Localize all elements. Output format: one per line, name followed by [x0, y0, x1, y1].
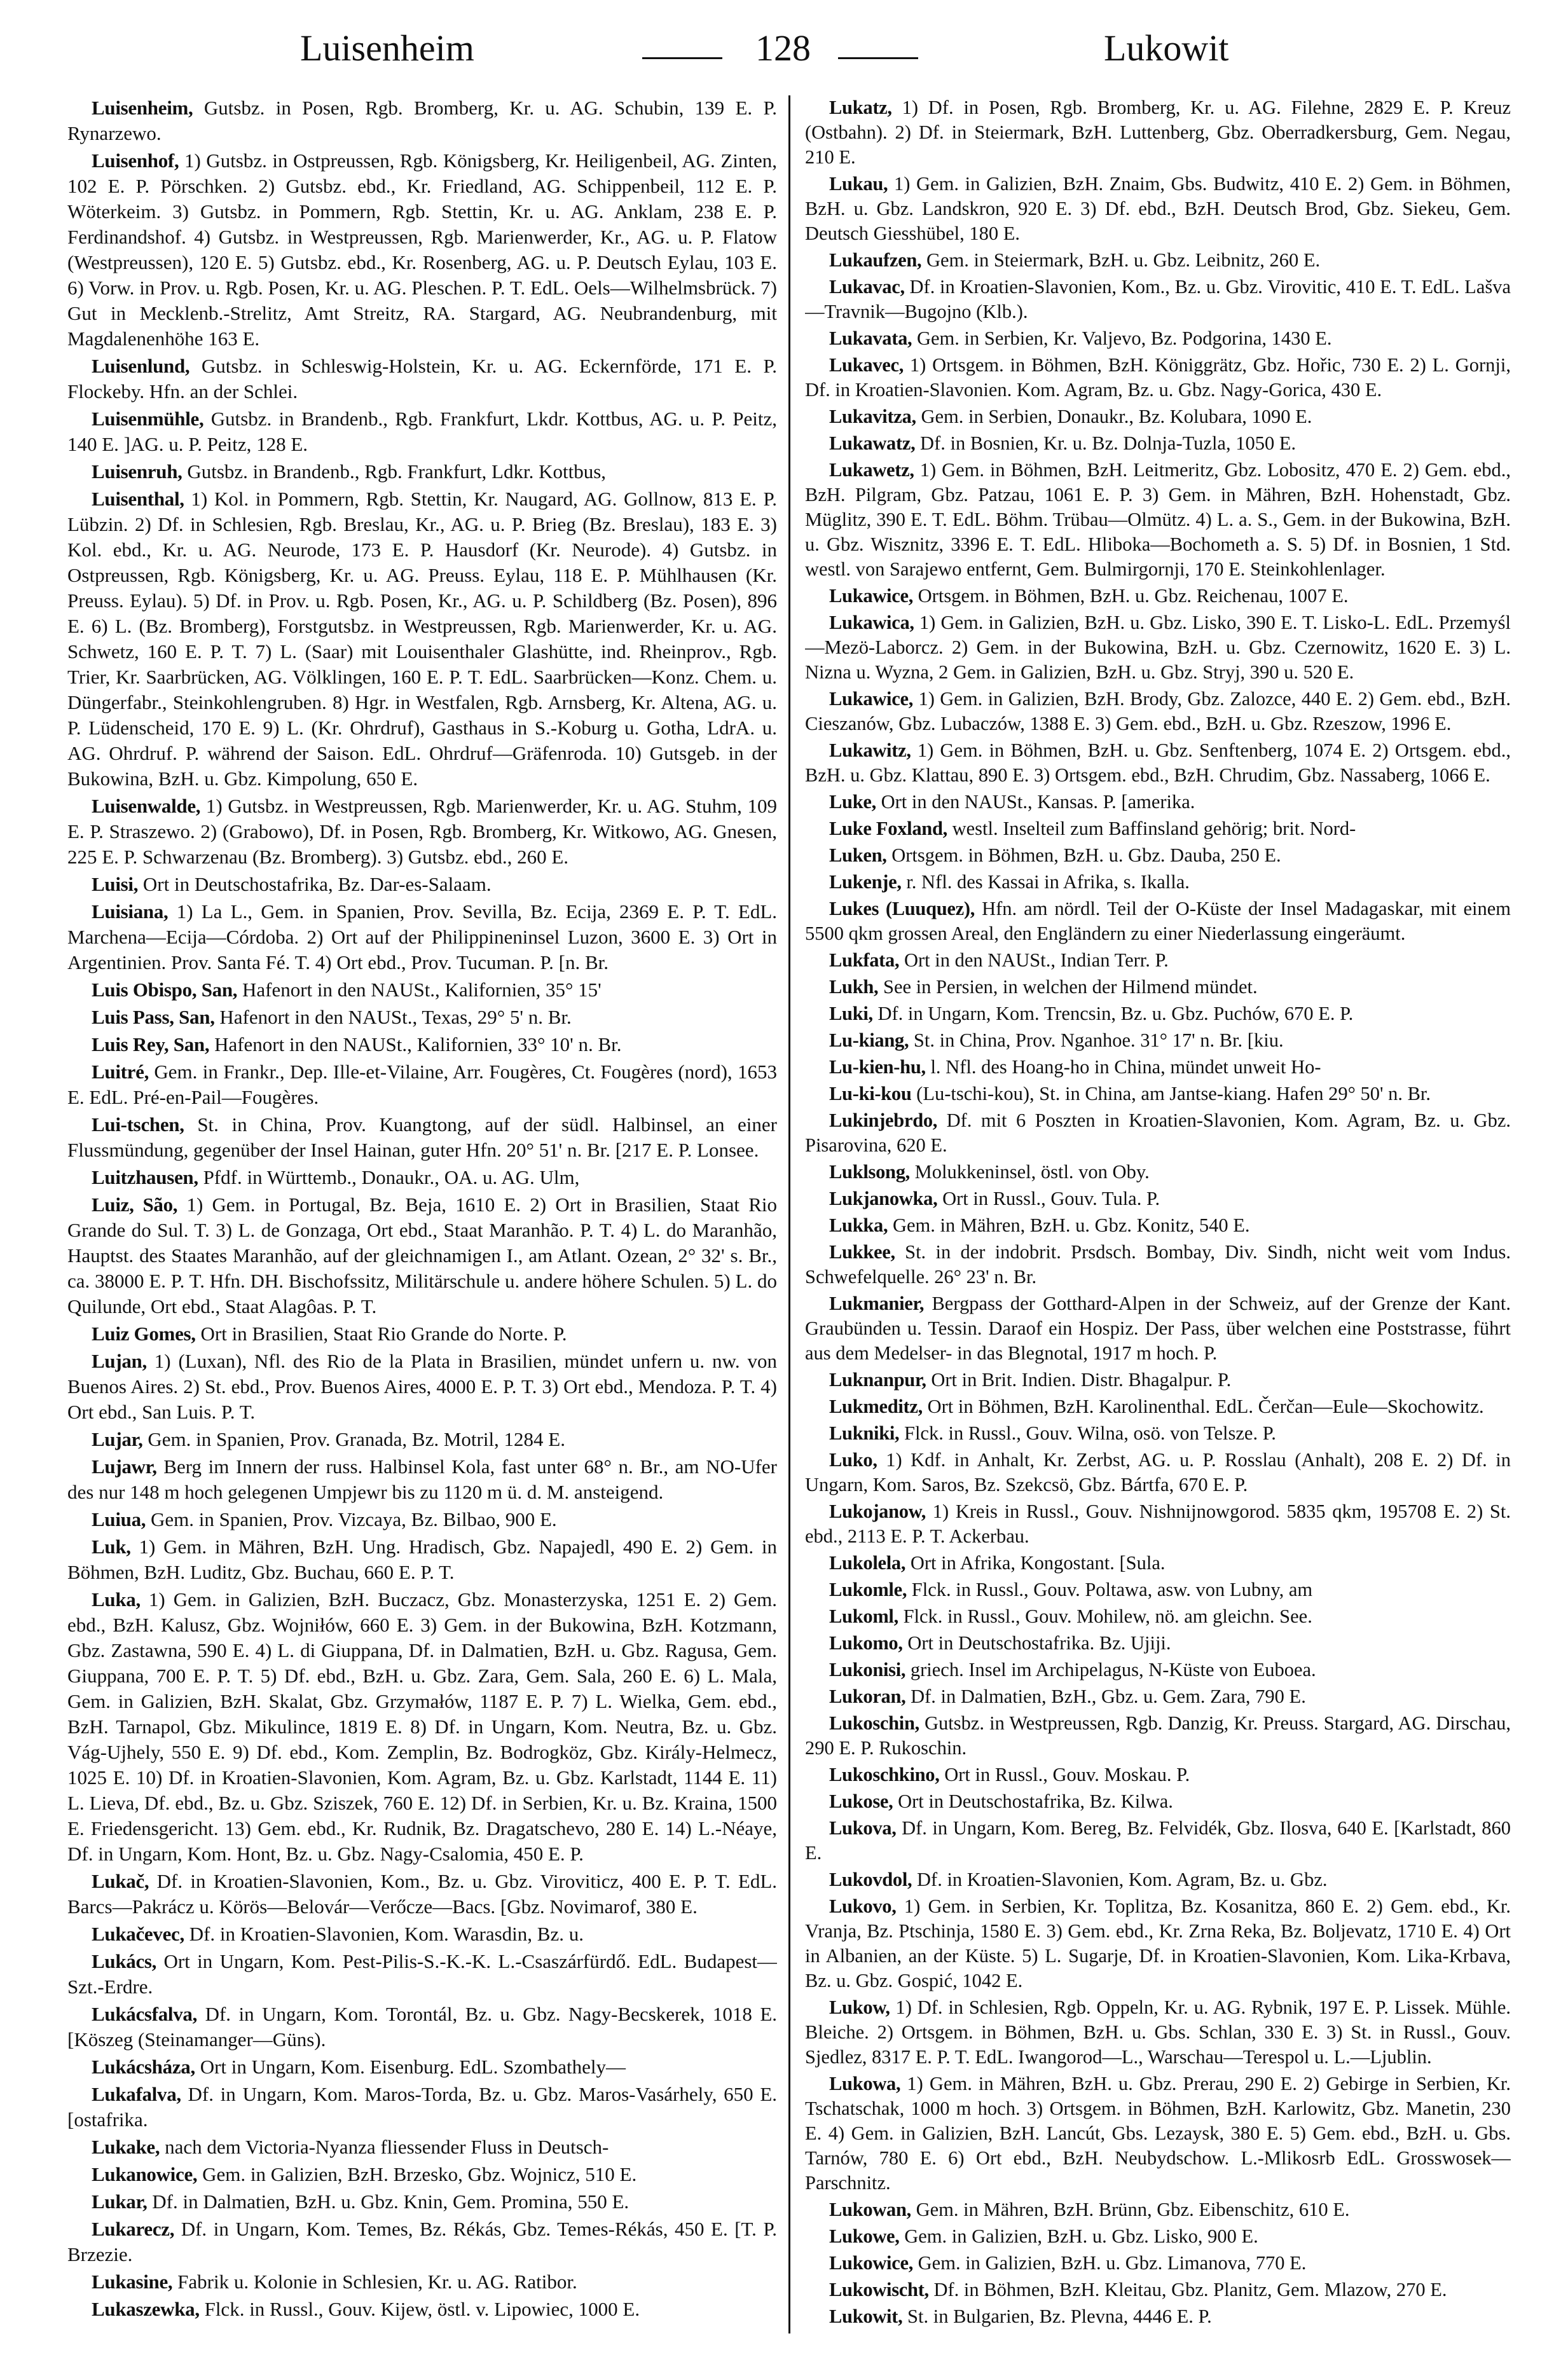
- entry-headword: Lukes (Luuquez),: [829, 898, 975, 919]
- gazetteer-entry: [67, 486, 777, 792]
- entry-headword: Lukarecz,: [92, 2218, 175, 2240]
- entry-headword: Lukar,: [92, 2190, 148, 2213]
- entry-text: Ort in Brasilien, Staat Rio Grande do Norte. P.: [200, 1323, 567, 1345]
- gazetteer-entry: [67, 148, 777, 352]
- entry-text: St. in China, Prov. Nganhoe. 31° 17' n. Br. [kiu.: [913, 1029, 1284, 1051]
- entry-text: Gutsbz. in Brandenb., Rgb. Frankfurt, Lkdr. Kottbus, AG. u. P. Peitz, 140 E. ]AG. u. P. Peitz, 128 E.: [67, 408, 777, 455]
- gazetteer-entry: [805, 1160, 1511, 1185]
- entry-text: Gem. in Serbien, Donaukr., Bz. Kolubara, 1090 E.: [921, 406, 1312, 427]
- entry-headword: Lukoml,: [829, 1605, 898, 1627]
- gazetteer-entry: [805, 1551, 1511, 1576]
- entry-text: 1) Gem. in Portugal, Bz. Beja, 1610 E. 2) Ort in Brasilien, Staat Rio Grande do Sul. T. 3) L. de Gonzaga, Ort ebd., Staat Maranhão. P. T. 4) L. do Maranhão, Hauptst. des Staates Maranhão, auf der gleichnamigen I., am Atlant. Ozean, 2° 32' s. Br., ca. 38000 E. P. T. Hfn. DH. Bischofssitz, Militärschule u. andere höhere Schulen. 5) L. do Quilunde, Ort ebd., Staat Alagôas. P. T.: [67, 1193, 777, 1317]
- entry-text: See in Persien, in welchen der Hilmend mündet.: [883, 976, 1258, 998]
- left-column: [67, 95, 777, 2359]
- entry-headword: Luisenruh,: [92, 460, 182, 483]
- entry-headword: Lukmanier,: [829, 1293, 925, 1314]
- gazetteer-entry: [805, 1684, 1511, 1709]
- gazetteer-entry: [805, 790, 1511, 814]
- gazetteer-entry: [805, 897, 1511, 946]
- entry-headword: Luke,: [829, 791, 876, 813]
- entry-headword: Lukose,: [829, 1790, 893, 1812]
- entry-headword: Lukawice,: [829, 688, 914, 710]
- entry-text: Df. in Böhmen, BzH. Kleitau, Gbz. Planitz, Gem. Mlazow, 270 E.: [933, 2279, 1447, 2300]
- entry-text: westl. Inselteil zum Baffinsland gehörig; brit. Nord-: [952, 818, 1356, 839]
- entry-text: r. Nfl. des Kassai in Afrika, s. Ikalla.: [906, 871, 1190, 893]
- gazetteer-entry: [67, 2134, 777, 2160]
- entry-headword: Lukomle,: [829, 1579, 907, 1600]
- gazetteer-entry: [67, 1321, 777, 1347]
- entry-text: Gem. in Galizien, BzH. u. Gbz. Limanova, 770 E.: [918, 2252, 1307, 2274]
- entry-text: 1) Gem. in Galizien, BzH. u. Gbz. Lisko, 390 E. T. Lisko-L. EdL. Przemyśl—Mezö-Laborcz. 2) Gem. in der Bukowina, BzH. u. Gbz. Czernowitz, 1620 E. 3) L. Nizna u. Wyzna, 2 Gem. in Galizien, BzH. u. Gbz. Stryj, 390 u. 520 E.: [805, 612, 1511, 683]
- entry-headword: Lukaufzen,: [829, 249, 922, 271]
- entry-text: Df. in Ungarn, Kom. Temes, Bz. Rékás, Gbz. Temes-Rékás, 450 E. [T. P. Brzezie.: [67, 2218, 777, 2265]
- entry-headword: Lukjanowka,: [829, 1188, 938, 1209]
- entry-headword: Lukkee,: [829, 1241, 895, 1263]
- gazetteer-entry: [805, 843, 1511, 868]
- entry-headword: Luko,: [829, 1449, 877, 1471]
- gazetteer-entry: [67, 1192, 777, 1319]
- gazetteer-entry: [805, 2224, 1511, 2249]
- gazetteer-entry: [805, 2304, 1511, 2329]
- gazetteer-entry: [805, 610, 1511, 685]
- entry-headword: Lukomo,: [829, 1632, 903, 1654]
- entry-headword: Lukawica,: [829, 612, 914, 633]
- entry-text: 1) Gutsbz. in Westpreussen, Rgb. Marienwerder, Kr. u. AG. Stuhm, 109 E. P. Straszewo. 2) (Grabowo), Df. in Posen, Rgb. Bromberg, Kr. Witkowo, AG. Gnesen, 225 E. P. Schwarzenau (Bz. Bromberg). 3) Gutsbz. ebd., 260 E.: [67, 795, 777, 868]
- gazetteer-entry: [805, 1186, 1511, 1211]
- entry-text: Hafenort in den NAUSt., Texas, 29° 5' n. Br.: [219, 1006, 572, 1028]
- gazetteer-entry: [805, 1028, 1511, 1053]
- entry-text: 1) (Luxan), Nfl. des Rio de la Plata in Brasilien, mündet unfern u. nw. von Buenos Aires. 2) St. ebd., Prov. Buenos Aires, 4000 E. P. T. 3) Ort ebd., Mendoza. P. T. 4) Ort ebd., San Luis. P. T.: [67, 1350, 777, 1423]
- entry-headword: Lukavec,: [829, 354, 904, 376]
- entry-text: Ort in Afrika, Kongostant. [Sula.: [910, 1552, 1166, 1574]
- entry-text: Hafenort in den NAUSt., Kalifornien, 33° 10' n. Br.: [214, 1033, 622, 1055]
- gazetteer-entry: [805, 687, 1511, 736]
- entry-text: Bergpass der Gotthard-Alpen in der Schweiz, auf der Grenze der Kant. Graubünden u. Tessin. Daraof ein Hospiz. Der Pass, über welchen eine Poststrasse, führt aus dem Medelser- in das Blegnotal, 1917 m hoch. P.: [805, 1293, 1511, 1364]
- entry-headword: Luisi,: [92, 873, 139, 895]
- entry-text: Gem. in Galizien, BzH. u. Gbz. Lisko, 900 E.: [904, 2225, 1258, 2247]
- entry-headword: Luisenwalde,: [92, 795, 201, 817]
- entry-text: griech. Insel im Archipelagus, N-Küste von Euboea.: [910, 1659, 1316, 1680]
- entry-headword: Lukaszewka,: [92, 2298, 200, 2320]
- entry-headword: Luki,: [829, 1003, 873, 1024]
- entry-headword: Lukh,: [829, 976, 879, 998]
- entry-text: Gutsbz. in Brandenb., Rgb. Frankfurt, Ldkr. Kottbus,: [187, 460, 607, 483]
- entry-text: Df. in Kroatien-Slavonien, Kom., Bz. u. Gbz. Viroviticz, 400 E. P. T. EdL. Barcs—Pakrácz u. Körös—Belovár—Verőcze—Bacs. [Gbz. Novimarof, 380 E.: [67, 1870, 777, 1918]
- entry-text: Df. in Kroatien-Slavonien, Kom. Agram, Bz. u. Gbz.: [917, 1869, 1328, 1890]
- entry-headword: Luisenheim,: [92, 97, 193, 119]
- gazetteer-entry: [805, 248, 1511, 273]
- entry-text: Ort in Russl., Gouv. Tula. P.: [942, 1188, 1160, 1209]
- gazetteer-entry: [805, 1448, 1511, 1497]
- entry-headword: Lui-tschen,: [92, 1113, 184, 1136]
- gazetteer-entry: [805, 1108, 1511, 1158]
- right-column: [805, 95, 1511, 2359]
- entry-text: (Lu-tschi-kou), St. in China, am Jantse-kiang. Hafen 29° 50' n. Br.: [916, 1083, 1431, 1104]
- gazetteer-entry: [805, 1816, 1511, 1866]
- gazetteer-entry: [67, 899, 777, 975]
- entry-text: Berg im Innern der russ. Halbinsel Kola, fast unter 68° n. Br., am NO-Ufer des nur 148 m hoch gelegenen Umpjewr bis zu 1120 m ü. d. M. ansteigend.: [67, 1455, 777, 1503]
- entry-text: 1) Gem. in Mähren, BzH. Ung. Hradisch, Gbz. Napajedl, 490 E. 2) Gem. in Böhmen, BzH. Luditz, Gbz. Buchau, 660 E. P. T.: [67, 1536, 777, 1583]
- entry-headword: Lukenje,: [829, 871, 902, 893]
- entry-headword: Lukmeditz,: [829, 1396, 923, 1417]
- entry-headword: Lukavitza,: [829, 406, 916, 427]
- gazetteer-entry: [805, 1240, 1511, 1289]
- entry-headword: Luke Foxland,: [829, 818, 947, 839]
- gazetteer-entry: [67, 2082, 777, 2133]
- entry-text: Molukkeninsel, östl. von Oby.: [914, 1161, 1150, 1183]
- entry-headword: Lukonisi,: [829, 1659, 906, 1680]
- gazetteer-entry: [805, 95, 1511, 170]
- entry-headword: Lukowe,: [829, 2225, 900, 2247]
- entry-headword: Lukácsháza,: [92, 2056, 195, 2078]
- gazetteer-entry: [805, 1789, 1511, 1814]
- entry-headword: Lukoschin,: [829, 1712, 919, 1734]
- entry-headword: Lukawitz,: [829, 739, 911, 761]
- entry-headword: Luknanpur,: [829, 1369, 926, 1391]
- gazetteer-entry: [805, 1604, 1511, 1629]
- gazetteer-entry: [67, 2054, 777, 2080]
- gazetteer-entry: [805, 1867, 1511, 1892]
- entry-text: Ortsgem. in Böhmen, BzH. u. Gbz. Reichenau, 1007 E.: [918, 585, 1349, 607]
- entry-headword: Luisenhof,: [92, 149, 179, 172]
- gazetteer-entry: [67, 1921, 777, 1947]
- entry-headword: Lukafalva,: [92, 2083, 181, 2105]
- entry-headword: Lukavata,: [829, 327, 912, 349]
- entry-text: St. in Bulgarien, Bz. Plevna, 4446 E. P.: [907, 2306, 1212, 2327]
- entry-headword: Lukow,: [829, 1996, 890, 2018]
- entry-headword: Lukolela,: [829, 1552, 906, 1574]
- gazetteer-entry: [805, 458, 1511, 582]
- gazetteer-entry: [67, 459, 777, 485]
- entry-text: Ort in Deutschostafrika, Bz. Kilwa.: [898, 1790, 1173, 1812]
- entry-headword: Lukova,: [829, 1817, 897, 1839]
- entry-text: Ort in Ungarn, Kom. Eisenburg. EdL. Szombathely—: [200, 2056, 626, 2078]
- entry-text: Flck. in Russl., Gouv. Mohilew, nö. am gleichn. See.: [903, 1605, 1312, 1627]
- entry-headword: Luisenmühle,: [92, 408, 204, 430]
- entry-headword: Luis Obispo, San,: [92, 979, 238, 1001]
- header-dash-left: [642, 57, 722, 59]
- gazetteer-entry: [805, 353, 1511, 402]
- entry-headword: Lukka,: [829, 1214, 888, 1236]
- gazetteer-entry: [805, 172, 1511, 246]
- gazetteer-entry: [805, 1291, 1511, 1366]
- gazetteer-entry: [805, 1213, 1511, 1238]
- gazetteer-entry: [805, 431, 1511, 456]
- header-dash-right: [838, 57, 918, 59]
- entry-text: 1) Gem. in Galizien, BzH. Brody, Gbz. Zalozce, 440 E. 2) Gem. ebd., BzH. Cieszanów, Gbz. Lubaczów, 1388 E. 3) Gem. ebd., BzH. u. Gbz. Rzeszow, 1996 E.: [805, 688, 1511, 734]
- gazetteer-entry: [67, 1165, 777, 1190]
- entry-text: Df. in Kroatien-Slavonien, Kom. Warasdin, Bz. u.: [189, 1923, 584, 1945]
- entry-headword: Luisenthal,: [92, 488, 184, 510]
- entry-text: St. in der indobrit. Prsdsch. Bombay, Div. Sindh, nicht weit vom Indus. Schwefelquelle. 26° 23' n. Br.: [805, 1241, 1511, 1288]
- gazetteer-entry: [67, 1005, 777, 1030]
- entry-headword: Luk,: [92, 1536, 131, 1558]
- entry-text: Ort in den NAUSt., Indian Terr. P.: [904, 949, 1169, 971]
- entry-headword: Lukoschkino,: [829, 1764, 940, 1785]
- gazetteer-entry: [805, 738, 1511, 788]
- entry-text: Fabrik u. Kolonie in Schlesien, Kr. u. AG. Ratibor.: [177, 2271, 577, 2293]
- entry-headword: Luisenlund,: [92, 355, 190, 377]
- gazetteer-entry: [67, 2189, 777, 2215]
- gazetteer-entry: [67, 2002, 777, 2052]
- entry-text: Ort in Brit. Indien. Distr. Bhagalpur. P.: [931, 1369, 1232, 1391]
- gazetteer-entry: [805, 2278, 1511, 2302]
- entry-text: Flck. in Russl., Gouv. Poltawa, asw. von Lubny, am: [911, 1579, 1313, 1600]
- entry-headword: Lukawatz,: [829, 432, 916, 454]
- entry-text: Gem. in Serbien, Kr. Valjevo, Bz. Podgorina, 1430 E.: [916, 327, 1332, 349]
- gazetteer-entry: [67, 1032, 777, 1057]
- gazetteer-entry: [67, 1112, 777, 1163]
- entry-text: Gem. in Spanien, Prov. Vizcaya, Bz. Bilbao, 900 E.: [150, 1508, 557, 1530]
- entry-text: Df. in Ungarn, Kom. Trencsin, Bz. u. Gbz. Puchów, 670 E. P.: [877, 1003, 1354, 1024]
- gazetteer-entry: [805, 1421, 1511, 1446]
- entry-headword: Lu-kien-hu,: [829, 1056, 926, 1078]
- gazetteer-entry: [805, 2072, 1511, 2196]
- entry-headword: Lujar,: [92, 1428, 143, 1450]
- entry-text: Df. mit 6 Poszten in Kroatien-Slavonien, Kom. Agram, Bz. u. Gbz. Pisarovina, 620 E.: [805, 1110, 1511, 1156]
- gazetteer-entry: [67, 2297, 777, 2322]
- gazetteer-entry: [805, 1055, 1511, 1080]
- entry-text: 1) Gem. in Galizien, BzH. Buczacz, Gbz. Monasterzyska, 1251 E. 2) Gem. ebd., BzH. Kalusz, Gbz. Wojniłów, 660 E. 3) Gem. in der Bukowina, BzH. Kotzmann, Gbz. Zastawna, 590 E. 4) L. di Giuppana, Df. in Dalmatien, BzH. u. Gbz. Ragusa, Gem. Giuppana, 700 E. P. T. 5) Df. ebd., BzH. u. Gbz. Zara, Gem. Sala, 260 E. 6) L. Mala, Gem. in Galizien, BzH. Skalat, Gbz. Grzymałów, 1187 E. P. 7) L. Wielka, Gem. ebd., BzH. Tarnapol, Gbz. Mikulince, 1819 E. 8) Df. in Ungarn, Kom. Neutra, Bz. u. Gbz. Vág-Ujhely, 550 E. 9) Df. ebd., Kom. Zemplin, Bz. Bodrogköz, Gbz. Király-Helmecz, 1025 E. 10) Df. in Kroatien-Slavonien, Kom. Agram, Bz. u. Gbz. Karlstadt, 1144 E. 11) L. Lieva, Df. ebd., Bz. u. Gbz. Sziszek, 760 E. 12) Df. in Serbien, Kr. u. Bz. Kraina, 1500 E. Friedensgericht. 13) Gem. ebd., Kr. Rudnik, Bz. Dragatschevo, 280 E. 14) L.-Néaye, Df. in Ungarn, Kom. Hont, Bz. u. Gbz. Nagy-Csalomia, 450 E. P.: [67, 1588, 777, 1865]
- entry-headword: Lu-kiang,: [829, 1029, 909, 1051]
- entry-text: Ort in Ungarn, Kom. Pest-Pilis-S.-K.-K. L.-Csaszárfürdő. EdL. Budapest—Szt.-Erdre.: [67, 1950, 777, 1998]
- entry-headword: Lukács,: [92, 1950, 157, 1972]
- entry-headword: Lukačevec,: [92, 1923, 184, 1945]
- entry-headword: Luis Pass, San,: [92, 1006, 215, 1028]
- entry-headword: Lukanowice,: [92, 2163, 198, 2185]
- entry-headword: Luitré,: [92, 1061, 149, 1083]
- entry-headword: Luka,: [92, 1588, 141, 1611]
- entry-text: 1) Df. in Posen, Rgb. Bromberg, Kr. u. AG. Filehne, 2829 E. P. Kreuz (Ostbahn). 2) Df. in Steiermark, BzH. Luttenberg, Gbz. Oberradkersburg, Gem. Negau, 210 E.: [805, 97, 1511, 168]
- entry-text: Gutsbz. in Schleswig-Holstein, Kr. u. AG. Eckernförde, 171 E. P. Flockeby. Hfn. an der Schlei.: [67, 355, 777, 402]
- gazetteer-entry: [805, 1577, 1511, 1602]
- entry-headword: Lujan,: [92, 1350, 147, 1372]
- entry-text: Flck. in Russl., Gouv. Wilna, osö. von Telsze. P.: [904, 1422, 1276, 1444]
- entry-text: 1) Gem. in Serbien, Kr. Toplitza, Bz. Kosanitza, 860 E. 2) Gem. ebd., Kr. Vranja, Bz. Ptschinja, 1580 E. 3) Gem. ebd., Kr. Zrna Reka, Bz. Boljevatz, 1710 E. 4) Ort in Albanien, an der Küste. 5) L. Sugarje, Df. in Kroatien-Slavonien, Kom. Lika-Krbava, Bz. u. Gbz. Gospić, 1042 E.: [805, 1895, 1511, 1991]
- entry-headword: Lukojanow,: [829, 1501, 926, 1522]
- entry-headword: Lukake,: [92, 2136, 160, 2158]
- gazetteer-entry: [805, 1658, 1511, 1682]
- entry-text: Df. in Ungarn, Kom. Maros-Torda, Bz. u. Gbz. Maros-Vasárhely, 650 E. [ostafrika.: [67, 2083, 777, 2131]
- entry-headword: Luis Rey, San,: [92, 1033, 210, 1055]
- gazetteer-entry: [805, 870, 1511, 895]
- entry-text: 1) Kdf. in Anhalt, Kr. Zerbst, AG. u. P. Rosslau (Anhalt), 208 E. 2) Df. in Ungarn, Kom. Saros, Bz. Szekcsö, Gbz. Bártfa, 670 E. P.: [805, 1449, 1511, 1495]
- entry-headword: Lukowit,: [829, 2306, 903, 2327]
- entry-text: Gem. in Mähren, BzH. Brünn, Gbz. Eibenschitz, 610 E.: [916, 2199, 1350, 2220]
- entry-headword: Luitzhausen,: [92, 1166, 198, 1188]
- entry-headword: Lukowa,: [829, 2073, 901, 2094]
- gazetteer-entry: [805, 975, 1511, 1000]
- gazetteer-entry: [805, 2197, 1511, 2222]
- gazetteer-entry: [805, 1995, 1511, 2070]
- gazetteer-entry: [67, 1534, 777, 1585]
- entry-text: nach dem Victoria-Nyanza fliessender Fluss in Deutsch-: [165, 2136, 609, 2158]
- entry-text: Ort in Deutschostafrika. Bz. Ujiji.: [907, 1632, 1171, 1654]
- entry-text: Gem. in Steiermark, BzH. u. Gbz. Leibnitz, 260 E.: [926, 249, 1321, 271]
- entry-text: Df. in Dalmatien, BzH. u. Gbz. Knin, Gem. Promina, 550 E.: [152, 2190, 629, 2213]
- entry-headword: Lukniki,: [829, 1422, 900, 1444]
- entry-text: Pfdf. in Württemb., Donaukr., OA. u. AG. Ulm,: [203, 1166, 580, 1188]
- entry-headword: Luiz, São,: [92, 1193, 178, 1216]
- gazetteer-entry: [805, 1894, 1511, 1993]
- entry-text: Gutsbz. in Westpreussen, Rgb. Danzig, Kr. Preuss. Stargard, AG. Dirschau, 290 E. P. Rukoschin.: [805, 1712, 1511, 1759]
- entry-headword: Lu-ki-kou: [829, 1083, 912, 1104]
- gazetteer-entry: [805, 1368, 1511, 1392]
- gazetteer-entry: [67, 1059, 777, 1110]
- entry-headword: Lukau,: [829, 173, 888, 195]
- entry-text: Ort in den NAUSt., Kansas. P. [amerika.: [881, 791, 1195, 813]
- entry-text: Df. in Kroatien-Slavonien, Kom., Bz. u. Gbz. Virovitic, 410 E. T. EdL. Lašva—Travnik—Bugojno (Klb.).: [805, 276, 1511, 322]
- entry-text: 1) Kreis in Russl., Gouv. Nishnijnowgorod. 5835 qkm, 195708 E. 2) St. ebd., 2113 E. P. T. Ackerbau.: [805, 1501, 1511, 1547]
- entry-text: Ort in Böhmen, BzH. Karolinenthal. EdL. Čerčan—Eule—Skochowitz.: [927, 1396, 1484, 1417]
- entry-text: Gutsbz. in Posen, Rgb. Bromberg, Kr. u. AG. Schubin, 139 E. P. Rynarzewo.: [67, 97, 777, 144]
- entry-headword: Lukatz,: [829, 97, 892, 118]
- entry-text: Df. in Dalmatien, BzH., Gbz. u. Gem. Zara, 790 E.: [911, 1686, 1306, 1707]
- gazetteer-entry: [67, 2162, 777, 2187]
- entry-headword: Lukowan,: [829, 2199, 911, 2220]
- entry-headword: Lukawice,: [829, 585, 914, 607]
- gazetteer-entry: [67, 2269, 777, 2295]
- entry-headword: Lukowice,: [829, 2252, 914, 2274]
- entry-headword: Lukinjebrdo,: [829, 1110, 938, 1131]
- entry-text: 1) Df. in Schlesien, Rgb. Oppeln, Kr. u. AG. Rybnik, 197 E. P. Lissek. Mühle. Bleiche. 2) Ortsgem. in Böhmen, BzH. u. Gbs. Schlan, 330 E. 3) St. in Russl., Gouv. Sjedlez, 8317 E. P. T. EdL. Iwangorod—L., Warschau—Terespol u. L.—Ljublin.: [805, 1996, 1511, 2068]
- entry-headword: Lukácsfalva,: [92, 2003, 198, 2025]
- gazetteer-entry: [805, 816, 1511, 841]
- gazetteer-entry: [805, 1711, 1511, 1761]
- gazetteer-entry: [67, 872, 777, 897]
- entry-text: Df. in Ungarn, Kom. Torontál, Bz. u. Gbz. Nagy-Becskerek, 1018 E. [Köszeg (Steinamanger—Güns).: [67, 2003, 777, 2051]
- entry-text: Ortsgem. in Böhmen, BzH. u. Gbz. Dauba, 250 E.: [891, 844, 1281, 866]
- entry-text: Df. in Ungarn, Kom. Bereg, Bz. Felvidék, Gbz. Ilosva, 640 E. [Karlstadt, 860 E.: [805, 1817, 1511, 1864]
- gazetteer-entry: [805, 1763, 1511, 1787]
- entry-headword: Luiz Gomes,: [92, 1323, 196, 1345]
- gazetteer-entry: [67, 977, 777, 1003]
- entry-headword: Lujawr,: [92, 1455, 157, 1478]
- gazetteer-entry: [805, 2251, 1511, 2276]
- entry-headword: Lukovo,: [829, 1895, 897, 1917]
- entry-text: Gem. in Mähren, BzH. u. Gbz. Konitz, 540 E.: [892, 1214, 1250, 1236]
- gazetteer-entry: [805, 326, 1511, 351]
- gazetteer-entry: [67, 794, 777, 870]
- gazetteer-entry: [67, 1507, 777, 1532]
- entry-text: 1) Gem. in Galizien, BzH. Znaim, Gbs. Budwitz, 410 E. 2) Gem. in Böhmen, BzH. u. Gbz. Landskron, 920 E. 3) Df. ebd., BzH. Deutsch Brod, Gbz. Siekeu, Gem. Deutsch Giesshübel, 180 E.: [805, 173, 1511, 244]
- entry-text: 1) Ortsgem. in Böhmen, BzH. Königgrätz, Gbz. Hořic, 730 E. 2) L. Gornji, Df. in Kroatien-Slavonien. Kom. Agram, Bz. u. Gbz. Nagy-Gorica, 430 E.: [805, 354, 1511, 401]
- entry-headword: Luklsong,: [829, 1161, 910, 1183]
- entry-text: Gem. in Spanien, Prov. Granada, Bz. Motril, 1284 E.: [148, 1428, 565, 1450]
- header-left-word: Luisenheim: [300, 27, 474, 69]
- gazetteer-entry: [67, 354, 777, 404]
- entry-headword: Lukfata,: [829, 949, 900, 971]
- header-right-word: Lukowit: [1104, 27, 1229, 69]
- gazetteer-entry: [805, 584, 1511, 608]
- gazetteer-entry: [67, 1427, 777, 1452]
- entry-headword: Lukasine,: [92, 2271, 173, 2293]
- gazetteer-entry: [805, 1499, 1511, 1549]
- entry-text: Gem. in Frankr., Dep. Ille-et-Vilaine, Arr. Fougères, Ct. Fougères (nord), 1653 E. EdL. Pré-en-Pail—Fougères.: [67, 1061, 777, 1108]
- gazetteer-entry: [805, 404, 1511, 429]
- entry-text: Ort in Russl., Gouv. Moskau. P.: [944, 1764, 1190, 1785]
- entry-text: St. in China, Prov. Kuangtong, auf der südl. Halbinsel, an einer Flussmündung, gegenüber der Insel Hainan, guter Hfn. 20° 51' n. Br. [217 E. P. Lonsee.: [67, 1113, 777, 1161]
- gazetteer-entry: [67, 2216, 777, 2267]
- gazetteer-entry: [805, 275, 1511, 324]
- gazetteer-entry: [67, 1949, 777, 2000]
- entry-headword: Lukoran,: [829, 1686, 906, 1707]
- column-divider: [788, 95, 790, 2333]
- gazetteer-entry: [67, 1349, 777, 1425]
- entry-text: 1) Gem. in Böhmen, BzH. u. Gbz. Senftenberg, 1074 E. 2) Ortsgem. ebd., BzH. u. Gbz. Klattau, 890 E. 3) Ortsgem. ebd., BzH. Chrudim, Gbz. Nassaberg, 1066 E.: [805, 739, 1511, 786]
- gazetteer-entry: [67, 406, 777, 457]
- entry-text: Flck. in Russl., Gouv. Kijew, östl. v. Lipowiec, 1000 E.: [204, 2298, 640, 2320]
- gazetteer-entry: [805, 1394, 1511, 1419]
- entry-headword: Lukač,: [92, 1870, 149, 1892]
- gazetteer-entry: [805, 1001, 1511, 1026]
- entry-text: l. Nfl. des Hoang-ho in China, mündet unweit Ho-: [930, 1056, 1321, 1078]
- entry-text: 1) La L., Gem. in Spanien, Prov. Sevilla, Bz. Ecija, 2369 E. P. T. EdL. Marchena—Ecija—Córdoba. 2) Ort auf der Philippineninsel Luzon, 3600 E. 3) Ort in Argentinien. Prov. Santa Fé. T. 4) Ort ebd., Prov. Tucuman. P. [n. Br.: [67, 900, 777, 973]
- gazetteer-entry: [805, 1631, 1511, 1656]
- entry-headword: Lukowischt,: [829, 2279, 929, 2300]
- entry-headword: Luisiana,: [92, 900, 168, 923]
- gazetteer-entry: [805, 948, 1511, 973]
- entry-text: Gem. in Galizien, BzH. Brzesko, Gbz. Wojnicz, 510 E.: [202, 2163, 637, 2185]
- gazetteer-entry: [67, 95, 777, 146]
- gazetteer-entry: [67, 1587, 777, 1867]
- entry-text: 1) Kol. in Pommern, Rgb. Stettin, Kr. Naugard, AG. Gollnow, 813 E. P. Lübzin. 2) Df. in Schlesien, Rgb. Breslau, Kr., AG. u. P. Brieg (Bz. Breslau), 183 E. 3) Kol. ebd., Kr. u. AG. Neurode, 173 E. P. Hausdorf (Kr. Neurode). 4) Gutsbz. in Ostpreussen, Rgb. Königsberg, Kr. u. AG. Preuss. Eylau, 118 E. P. Mühlhausen (Kr. Preuss. Eylau). 5) Df. in Prov. u. Rgb. Posen, Kr., AG. u. P. Schildberg (Bz. Posen), 896 E. 6) L. (Bz. Bromberg), Forstgutsbz. in Westpreussen, Rgb. Marienwerder, Kr. u. AG. Schwetz, 160 E. P. T. 7) L. (Saar) mit Louisenthaler Glashütte, ind. Rheinprov., Rgb. Trier, Kr. Saarbrücken, AG. Völklingen, 160 E. P. T. EdL. Saarbrücken—Konz. Chem. u. Düngerfabr., Steinkohlengruben. 8) Hgr. in Westfalen, Rgb. Arnsberg, Kr. Altena, AG. u. P. Lüdenscheid, 170 E. 9) L. (Kr. Ohrdruf), Gasthaus in S.-Koburg u. Gotha, LdrA. u. AG. Ohrdruf. P. während der Saison. EdL. Ohrdruf—Gräfenroda. 10) Gutsgeb. in der Bukowina, BzH. u. Gbz. Kimpolung, 650 E.: [67, 488, 777, 790]
- gazetteer-entry: [67, 1454, 777, 1505]
- entry-text: 1) Gutsbz. in Ostpreussen, Rgb. Königsberg, Kr. Heiligenbeil, AG. Zinten, 102 E. P. Pörschken. 2) Gutsbz. ebd., Kr. Friedland, AG. Schippenbeil, 112 E. P. Wöterkeim. 3) Gutsbz. in Pommern, Rgb. Stettin, Kr. u. AG. Anklam, 238 E. P. Ferdinandshof. 4) Gutsbz. in Westpreussen, Rgb. Marienwerder, Kr., AG. u. P. Flatow (Westpreussen), 120 E. 5) Gutsbz. ebd., Kr. Rosenberg, AG. u. P. Deutsch Eylau, 103 E. 6) Vorw. in Prov. u. Rgb. Posen, Kr. u. AG. Pleschen. P. T. EdL. Oels—Wilhelmsbrück. 7) Gut in Mecklenb.-Strelitz, Amt Streitz, RA. Stargard, AG. Neubrandenburg, mit Magdalenenhöhe 163 E.: [67, 149, 777, 350]
- gazetteer-entry: [805, 1082, 1511, 1106]
- entry-text: Df. in Bosnien, Kr. u. Bz. Dolnja-Tuzla, 1050 E.: [920, 432, 1296, 454]
- page-number: 128: [755, 27, 811, 69]
- entry-headword: Lukawetz,: [829, 459, 914, 481]
- entry-text: Hfn. am nördl. Teil der O-Küste der Insel Madagaskar, mit einem 5500 qkm grossen Areal, den Engländern zu einer Niederlassung eingeräumt.: [805, 898, 1511, 944]
- entry-text: Ort in Deutschostafrika, Bz. Dar-es-Salaam.: [142, 873, 492, 895]
- entry-text: Hafenort in den NAUSt., Kalifornien, 35° 15': [242, 979, 602, 1001]
- entry-text: 1) Gem. in Mähren, BzH. u. Gbz. Prerau, 290 E. 2) Gebirge in Serbien, Kr. Tschatschak, 1000 m hoch. 3) Ortsgem. in Böhmen, BzH. Karlowitz, Gbz. Manetin, 230 E. 4) Gem. in Galizien, BzH. Lancút, Gbs. Lezaysk, 380 E. 5) Gem. ebd., BzH. u. Gbs. Tarnów, 780 E. 6) Ort ebd., BzH. Neubydschow. L.-Mlikosrb EdL. Grosswosek—Parschnitz.: [805, 2073, 1511, 2194]
- entry-text: 1) Gem. in Böhmen, BzH. Leitmeritz, Gbz. Lobositz, 470 E. 2) Gem. ebd., BzH. Pilgram, Gbz. Patzau, 1061 E. P. 3) Gem. in Mähren, BzH. Hohenstadt, Gbz. Müglitz, 390 E. T. EdL. Böhm. Trübau—Olmütz. 4) L. a. S., Gem. in der Bukowina, BzH. u. Gbz. Wisznitz, 3396 E. T. EdL. Hliboka—Bochometh a. S. 5) Df. in Bosnien, 1 Std. westl. von Sarajewo entfernt, Gem. Bulmirgornji, 170 E. Steinkohlenlager.: [805, 459, 1511, 580]
- entry-headword: Luken,: [829, 844, 887, 866]
- entry-headword: Lukovdol,: [829, 1869, 912, 1890]
- entry-headword: Lukavac,: [829, 276, 905, 298]
- entry-headword: Luiua,: [92, 1508, 146, 1530]
- gazetteer-entry: [67, 1869, 777, 1920]
